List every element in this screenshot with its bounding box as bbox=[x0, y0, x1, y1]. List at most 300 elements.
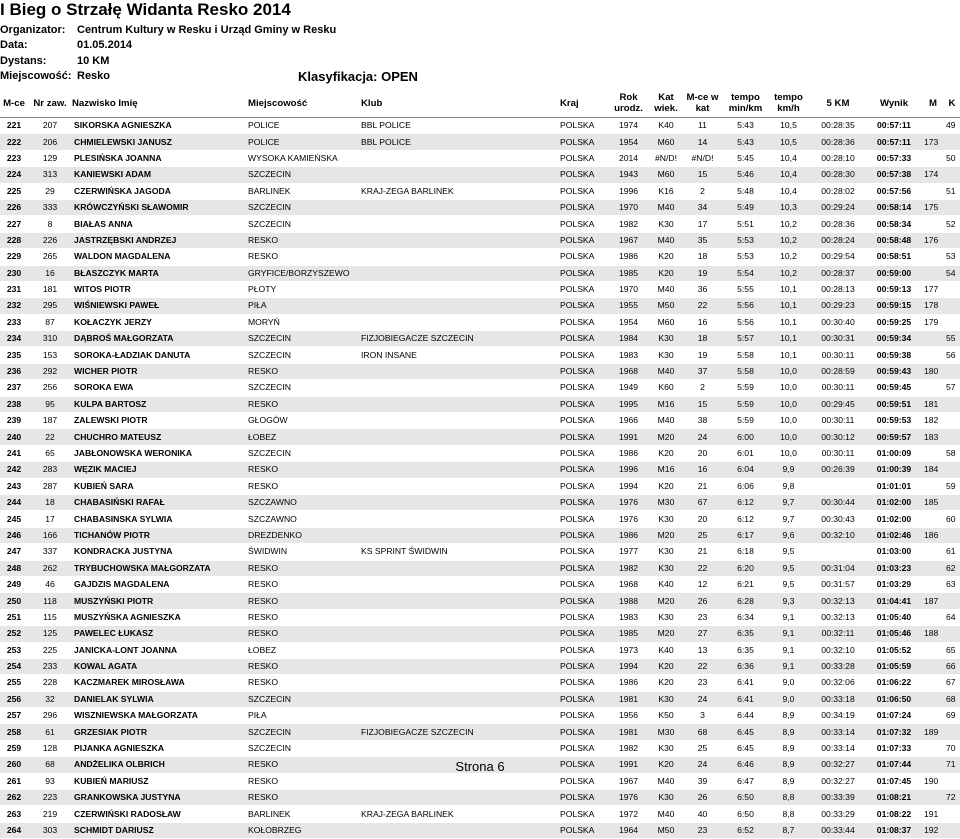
cell-bib: 233 bbox=[28, 658, 72, 674]
cell-name: WISZNIEWSKA MAŁGORZATA bbox=[72, 708, 248, 724]
cell-name: ZALEWSKI PIOTR bbox=[72, 413, 248, 429]
cell-speed: 10,1 bbox=[767, 281, 810, 297]
cell-birth-year: 1976 bbox=[606, 790, 651, 806]
cell-men-place bbox=[922, 576, 944, 592]
cell-result: 00:59:34 bbox=[866, 331, 922, 347]
cell-birth-year: 1954 bbox=[606, 134, 651, 150]
cell-city: RESKO bbox=[248, 396, 361, 412]
info-value: 01.05.2014 bbox=[77, 39, 133, 51]
cell-age-cat: K16 bbox=[651, 183, 681, 199]
cell-birth-year: 1970 bbox=[606, 199, 651, 215]
cell-split-5km: 00:28:10 bbox=[810, 150, 866, 166]
cell-cat-place: 36 bbox=[681, 281, 724, 297]
cell-country: POLSKA bbox=[560, 232, 606, 248]
table-row bbox=[0, 216, 960, 232]
cell-women-place bbox=[944, 527, 960, 543]
cell-birth-year: 1994 bbox=[606, 658, 651, 674]
cell-men-place bbox=[922, 150, 944, 166]
cell-club: FIZJOBIEGACZE SZCZECIN bbox=[361, 724, 560, 740]
info-value: Resko bbox=[77, 70, 111, 82]
cell-men-place: 189 bbox=[922, 724, 944, 740]
table-row bbox=[0, 134, 960, 150]
cell-women-place: 71 bbox=[944, 757, 960, 773]
cell-result: 00:59:43 bbox=[866, 363, 922, 379]
cell-place: 232 bbox=[0, 298, 28, 314]
cell-country: POLSKA bbox=[560, 724, 606, 740]
cell-bib: 292 bbox=[28, 363, 72, 379]
cell-name: CHUCHRO MATEUSZ bbox=[72, 429, 248, 445]
cell-speed: 10,2 bbox=[767, 249, 810, 265]
table-row bbox=[0, 740, 960, 756]
cell-city: SZCZECIN bbox=[248, 167, 361, 183]
header-line: urodz. bbox=[614, 103, 643, 114]
cell-bib: 181 bbox=[28, 281, 72, 297]
cell-bib: 219 bbox=[28, 806, 72, 822]
cell-age-cat: K30 bbox=[651, 560, 681, 576]
cell-name: DANIELAK SYLWIA bbox=[72, 691, 248, 707]
info-label: Data: bbox=[0, 39, 28, 51]
cell-men-place: 173 bbox=[922, 134, 944, 150]
cell-city: RESKO bbox=[248, 790, 361, 806]
cell-club bbox=[361, 691, 560, 707]
cell-speed: 10,4 bbox=[767, 183, 810, 199]
table-row bbox=[0, 576, 960, 592]
cell-bib: 303 bbox=[28, 822, 72, 838]
cell-age-cat: K30 bbox=[651, 790, 681, 806]
cell-speed: 10,0 bbox=[767, 380, 810, 396]
cell-pace: 6:50 bbox=[724, 806, 767, 822]
table-row bbox=[0, 298, 960, 314]
cell-club bbox=[361, 822, 560, 838]
cell-place: 244 bbox=[0, 494, 28, 510]
cell-place: 225 bbox=[0, 183, 28, 199]
cell-city: SZCZAWNO bbox=[248, 511, 361, 527]
cell-place: 253 bbox=[0, 642, 28, 658]
cell-cat-place: 3 bbox=[681, 708, 724, 724]
cell-club bbox=[361, 216, 560, 232]
cell-pace: 5:58 bbox=[724, 347, 767, 363]
cell-city: SZCZECIN bbox=[248, 331, 361, 347]
cell-city: SZCZECIN bbox=[248, 216, 361, 232]
cell-split-5km: 00:30:11 bbox=[810, 347, 866, 363]
cell-birth-year: 1956 bbox=[606, 708, 651, 724]
cell-result: 01:04:41 bbox=[866, 593, 922, 609]
cell-city: ŚWIDWIN bbox=[248, 544, 361, 560]
cell-split-5km: 00:31:04 bbox=[810, 560, 866, 576]
cell-place: 247 bbox=[0, 544, 28, 560]
cell-split-5km: 00:28:24 bbox=[810, 232, 866, 248]
cell-name: PAWELEC ŁUKASZ bbox=[72, 626, 248, 642]
cell-birth-year: 1996 bbox=[606, 462, 651, 478]
cell-city: SZCZAWNO bbox=[248, 494, 361, 510]
table-row bbox=[0, 265, 960, 281]
cell-place: 248 bbox=[0, 560, 28, 576]
cell-speed: 9,7 bbox=[767, 511, 810, 527]
cell-result: 00:57:11 bbox=[866, 134, 922, 150]
table-row bbox=[0, 675, 960, 691]
cell-speed: 10,1 bbox=[767, 314, 810, 330]
info-value: 10 KM bbox=[77, 55, 110, 67]
cell-cat-place: 21 bbox=[681, 478, 724, 494]
cell-city: RESKO bbox=[248, 560, 361, 576]
cell-speed: 9,5 bbox=[767, 560, 810, 576]
cell-city: RESKO bbox=[248, 658, 361, 674]
cell-pace: 6:50 bbox=[724, 790, 767, 806]
cell-name: CHMIELEWSKI JANUSZ bbox=[72, 134, 248, 150]
cell-cat-place: 16 bbox=[681, 314, 724, 330]
cell-speed: 9,1 bbox=[767, 642, 810, 658]
cell-name: ANDŻELIKA OLBRICH bbox=[72, 757, 248, 773]
cell-pace: 5:46 bbox=[724, 167, 767, 183]
cell-city: SZCZECIN bbox=[248, 724, 361, 740]
cell-cat-place: 19 bbox=[681, 347, 724, 363]
cell-pace: 6:28 bbox=[724, 593, 767, 609]
col-header-city: Miejscowość bbox=[248, 89, 361, 118]
cell-pace: 5:59 bbox=[724, 396, 767, 412]
cell-place: 243 bbox=[0, 478, 28, 494]
cell-place: 241 bbox=[0, 445, 28, 461]
cell-name: KUBIEŃ MARIUSZ bbox=[72, 773, 248, 789]
cell-country: POLSKA bbox=[560, 249, 606, 265]
cell-bib: 207 bbox=[28, 118, 72, 134]
cell-place: 264 bbox=[0, 822, 28, 838]
cell-women-place bbox=[944, 314, 960, 330]
cell-men-place: 187 bbox=[922, 593, 944, 609]
cell-cat-place: #N/D! bbox=[681, 150, 724, 166]
cell-birth-year: 1954 bbox=[606, 314, 651, 330]
cell-place: 245 bbox=[0, 511, 28, 527]
cell-name: WITOS PIOTR bbox=[72, 281, 248, 297]
cell-name: PLESIŃSKA JOANNA bbox=[72, 150, 248, 166]
cell-country: POLSKA bbox=[560, 363, 606, 379]
cell-city: POLICE bbox=[248, 134, 361, 150]
cell-city: RESKO bbox=[248, 478, 361, 494]
cell-club bbox=[361, 478, 560, 494]
table-row bbox=[0, 347, 960, 363]
cell-birth-year: 1986 bbox=[606, 527, 651, 543]
cell-bib: 337 bbox=[28, 544, 72, 560]
cell-cat-place: 39 bbox=[681, 773, 724, 789]
cell-city: GŁOGÓW bbox=[248, 413, 361, 429]
cell-club bbox=[361, 511, 560, 527]
cell-speed: 10,1 bbox=[767, 298, 810, 314]
cell-birth-year: 1996 bbox=[606, 183, 651, 199]
table-header-row bbox=[0, 89, 960, 118]
cell-result: 01:07:33 bbox=[866, 740, 922, 756]
cell-split-5km bbox=[810, 544, 866, 560]
cell-country: POLSKA bbox=[560, 822, 606, 838]
cell-country: POLSKA bbox=[560, 216, 606, 232]
cell-women-place bbox=[944, 396, 960, 412]
cell-place: 226 bbox=[0, 199, 28, 215]
cell-men-place: 183 bbox=[922, 429, 944, 445]
table-row bbox=[0, 560, 960, 576]
cell-bib: 225 bbox=[28, 642, 72, 658]
cell-women-place bbox=[944, 232, 960, 248]
cell-women-place bbox=[944, 806, 960, 822]
cell-men-place: 190 bbox=[922, 773, 944, 789]
cell-result: 01:05:46 bbox=[866, 626, 922, 642]
cell-women-place bbox=[944, 281, 960, 297]
table-row bbox=[0, 429, 960, 445]
table-row bbox=[0, 199, 960, 215]
cell-age-cat: M40 bbox=[651, 363, 681, 379]
cell-women-place bbox=[944, 199, 960, 215]
cell-split-5km: 00:32:27 bbox=[810, 757, 866, 773]
table-row bbox=[0, 478, 960, 494]
cell-split-5km: 00:32:10 bbox=[810, 527, 866, 543]
cell-bib: 61 bbox=[28, 724, 72, 740]
cell-age-cat: K30 bbox=[651, 544, 681, 560]
cell-name: WIŚNIEWSKI PAWEŁ bbox=[72, 298, 248, 314]
cell-name: WALDON MAGDALENA bbox=[72, 249, 248, 265]
cell-split-5km: 00:29:54 bbox=[810, 249, 866, 265]
table-row bbox=[0, 708, 960, 724]
cell-country: POLSKA bbox=[560, 576, 606, 592]
cell-club bbox=[361, 609, 560, 625]
cell-name: KACZMAREK MIROSŁAWA bbox=[72, 675, 248, 691]
table-row bbox=[0, 167, 960, 183]
cell-club bbox=[361, 298, 560, 314]
cell-city: KOŁOBRZEG bbox=[248, 822, 361, 838]
cell-name: KOWAL AGATA bbox=[72, 658, 248, 674]
cell-name: JABŁONOWSKA WERONIKA bbox=[72, 445, 248, 461]
header-line: km/h bbox=[777, 103, 800, 114]
cell-men-place bbox=[922, 658, 944, 674]
cell-name: GAJDZIS MAGDALENA bbox=[72, 576, 248, 592]
cell-speed: 9,9 bbox=[767, 462, 810, 478]
cell-men-place: 191 bbox=[922, 806, 944, 822]
cell-speed: 9,3 bbox=[767, 593, 810, 609]
cell-women-place: 58 bbox=[944, 445, 960, 461]
cell-bib: 310 bbox=[28, 331, 72, 347]
cell-cat-place: 24 bbox=[681, 429, 724, 445]
cell-result: 00:59:13 bbox=[866, 281, 922, 297]
cell-split-5km: 00:29:23 bbox=[810, 298, 866, 314]
cell-place: 231 bbox=[0, 281, 28, 297]
cell-split-5km: 00:33:44 bbox=[810, 822, 866, 838]
cell-bib: 65 bbox=[28, 445, 72, 461]
cell-age-cat: M60 bbox=[651, 167, 681, 183]
cell-place: 246 bbox=[0, 527, 28, 543]
cell-speed: 10,5 bbox=[767, 134, 810, 150]
col-header-place: M-ce bbox=[0, 89, 28, 118]
cell-club bbox=[361, 675, 560, 691]
cell-name: BIAŁAS ANNA bbox=[72, 216, 248, 232]
cell-age-cat: M40 bbox=[651, 199, 681, 215]
cell-birth-year: 1972 bbox=[606, 806, 651, 822]
cell-cat-place: 23 bbox=[681, 822, 724, 838]
cell-women-place: 57 bbox=[944, 380, 960, 396]
cell-cat-place: 23 bbox=[681, 609, 724, 625]
cell-bib: 29 bbox=[28, 183, 72, 199]
cell-men-place bbox=[922, 708, 944, 724]
cell-cat-place: 24 bbox=[681, 691, 724, 707]
cell-bib: 287 bbox=[28, 478, 72, 494]
cell-birth-year: 1986 bbox=[606, 445, 651, 461]
cell-age-cat: M40 bbox=[651, 806, 681, 822]
cell-result: 01:07:44 bbox=[866, 757, 922, 773]
cell-bib: 295 bbox=[28, 298, 72, 314]
cell-club: BBL POLICE bbox=[361, 134, 560, 150]
cell-speed: 10,1 bbox=[767, 347, 810, 363]
cell-speed: 10,4 bbox=[767, 150, 810, 166]
cell-split-5km: 00:30:44 bbox=[810, 494, 866, 510]
cell-club bbox=[361, 593, 560, 609]
cell-club bbox=[361, 445, 560, 461]
cell-city: RESKO bbox=[248, 249, 361, 265]
cell-result: 01:08:21 bbox=[866, 790, 922, 806]
cell-cat-place: 35 bbox=[681, 232, 724, 248]
cell-name: CHABASIŃSKI RAFAŁ bbox=[72, 494, 248, 510]
cell-women-place bbox=[944, 462, 960, 478]
cell-city: RESKO bbox=[248, 576, 361, 592]
cell-country: POLSKA bbox=[560, 757, 606, 773]
cell-men-place bbox=[922, 445, 944, 461]
table-row bbox=[0, 544, 960, 560]
cell-men-place: 174 bbox=[922, 167, 944, 183]
cell-pace: 5:43 bbox=[724, 134, 767, 150]
cell-men-place: 186 bbox=[922, 527, 944, 543]
cell-pace: 5:45 bbox=[724, 150, 767, 166]
cell-cat-place: 34 bbox=[681, 199, 724, 215]
cell-pace: 5:56 bbox=[724, 298, 767, 314]
cell-result: 01:00:09 bbox=[866, 445, 922, 461]
cell-place: 222 bbox=[0, 134, 28, 150]
cell-place: 238 bbox=[0, 396, 28, 412]
cell-age-cat: K20 bbox=[651, 445, 681, 461]
cell-cat-place: 13 bbox=[681, 642, 724, 658]
cell-men-place bbox=[922, 478, 944, 494]
cell-split-5km: 00:32:27 bbox=[810, 773, 866, 789]
cell-age-cat: K30 bbox=[651, 691, 681, 707]
cell-pace: 5:49 bbox=[724, 199, 767, 215]
cell-birth-year: 1988 bbox=[606, 593, 651, 609]
cell-city: PIŁA bbox=[248, 708, 361, 724]
cell-speed: 10,0 bbox=[767, 363, 810, 379]
cell-club bbox=[361, 560, 560, 576]
table-row bbox=[0, 363, 960, 379]
cell-country: POLSKA bbox=[560, 134, 606, 150]
cell-result: 01:08:22 bbox=[866, 806, 922, 822]
cell-bib: 223 bbox=[28, 790, 72, 806]
cell-place: 235 bbox=[0, 347, 28, 363]
header-line: kat bbox=[695, 103, 710, 114]
cell-cat-place: 25 bbox=[681, 527, 724, 543]
cell-place: 230 bbox=[0, 265, 28, 281]
cell-age-cat: K60 bbox=[651, 380, 681, 396]
cell-name: KULPA BARTOSZ bbox=[72, 396, 248, 412]
cell-pace: 6:41 bbox=[724, 675, 767, 691]
cell-pace: 6:18 bbox=[724, 544, 767, 560]
col-header-split-5km: 5 KM bbox=[810, 89, 866, 118]
cell-name: JASTRZĘBSKI ANDRZEJ bbox=[72, 232, 248, 248]
header-line: min/km bbox=[728, 103, 763, 114]
table-row bbox=[0, 314, 960, 330]
cell-city: RESKO bbox=[248, 675, 361, 691]
cell-name: SIKORSKA AGNIESZKA bbox=[72, 118, 248, 134]
cell-men-place bbox=[922, 380, 944, 396]
cell-split-5km: 00:31:57 bbox=[810, 576, 866, 592]
cell-cat-place: 20 bbox=[681, 511, 724, 527]
cell-place: 224 bbox=[0, 167, 28, 183]
cell-bib: 16 bbox=[28, 265, 72, 281]
cell-result: 01:05:52 bbox=[866, 642, 922, 658]
cell-place: 251 bbox=[0, 609, 28, 625]
cell-men-place bbox=[922, 118, 944, 134]
cell-city: SZCZECIN bbox=[248, 380, 361, 396]
cell-city: SZCZECIN bbox=[248, 347, 361, 363]
cell-split-5km: 00:28:36 bbox=[810, 134, 866, 150]
cell-women-place bbox=[944, 167, 960, 183]
cell-age-cat: K30 bbox=[651, 511, 681, 527]
cell-country: POLSKA bbox=[560, 183, 606, 199]
cell-result: 00:58:51 bbox=[866, 249, 922, 265]
cell-club bbox=[361, 281, 560, 297]
cell-result: 01:00:39 bbox=[866, 462, 922, 478]
cell-bib: 32 bbox=[28, 691, 72, 707]
cell-split-5km: 00:32:13 bbox=[810, 593, 866, 609]
cell-bib: 115 bbox=[28, 609, 72, 625]
cell-place: 252 bbox=[0, 626, 28, 642]
cell-split-5km: 00:30:11 bbox=[810, 413, 866, 429]
cell-cat-place: 26 bbox=[681, 593, 724, 609]
cell-speed: 8,9 bbox=[767, 708, 810, 724]
table-row bbox=[0, 494, 960, 510]
cell-women-place: 60 bbox=[944, 511, 960, 527]
cell-birth-year: 1986 bbox=[606, 675, 651, 691]
cell-men-place: 185 bbox=[922, 494, 944, 510]
cell-bib: 129 bbox=[28, 150, 72, 166]
cell-birth-year: 1977 bbox=[606, 544, 651, 560]
cell-women-place: 63 bbox=[944, 576, 960, 592]
cell-club bbox=[361, 527, 560, 543]
cell-bib: 18 bbox=[28, 494, 72, 510]
cell-name: KONDRACKA JUSTYNA bbox=[72, 544, 248, 560]
cell-name: CZERWIŃSKA JAGODA bbox=[72, 183, 248, 199]
cell-birth-year: 1984 bbox=[606, 331, 651, 347]
cell-split-5km: 00:34:19 bbox=[810, 708, 866, 724]
cell-split-5km: 00:30:11 bbox=[810, 380, 866, 396]
cell-result: 01:06:22 bbox=[866, 675, 922, 691]
cell-club: KRAJ-ZEGA BARLINEK bbox=[361, 806, 560, 822]
cell-split-5km: 00:32:11 bbox=[810, 626, 866, 642]
cell-place: 233 bbox=[0, 314, 28, 330]
cell-club: KS SPRINT ŚWIDWIN bbox=[361, 544, 560, 560]
cell-cat-place: 18 bbox=[681, 331, 724, 347]
cell-city: RESKO bbox=[248, 593, 361, 609]
cell-place: 262 bbox=[0, 790, 28, 806]
cell-club bbox=[361, 576, 560, 592]
cell-pace: 6:46 bbox=[724, 757, 767, 773]
cell-birth-year: 1967 bbox=[606, 232, 651, 248]
cell-women-place bbox=[944, 626, 960, 642]
table-row bbox=[0, 331, 960, 347]
table-row bbox=[0, 773, 960, 789]
cell-bib: 262 bbox=[28, 560, 72, 576]
cell-speed: 9,0 bbox=[767, 691, 810, 707]
cell-cat-place: 12 bbox=[681, 576, 724, 592]
cell-pace: 6:12 bbox=[724, 494, 767, 510]
cell-speed: 9,0 bbox=[767, 675, 810, 691]
cell-men-place: 180 bbox=[922, 363, 944, 379]
cell-men-place bbox=[922, 675, 944, 691]
table-row bbox=[0, 380, 960, 396]
cell-women-place: 61 bbox=[944, 544, 960, 560]
cell-women-place: 69 bbox=[944, 708, 960, 724]
cell-result: 00:59:53 bbox=[866, 413, 922, 429]
cell-split-5km: 00:30:43 bbox=[810, 511, 866, 527]
